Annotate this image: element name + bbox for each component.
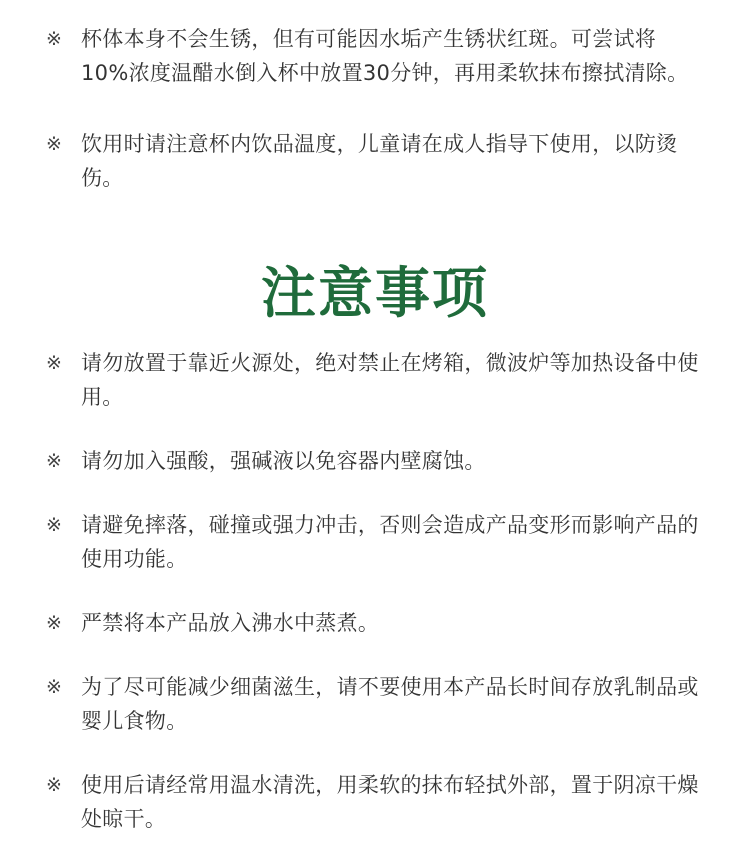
note-text: 杯体本身不会生锈，但有可能因水垢产生锈状红斑。可尝试将10%浓度温醋水倒入杯中放置30分钟，再用柔软抹布擦拭清除。 — [81, 27, 689, 85]
reference-mark-icon: ※ — [46, 450, 63, 472]
note-text: 饮用时请注意杯内饮品温度，儿童请在成人指导下使用，以防烫伤。 — [81, 132, 678, 190]
reference-mark-icon: ※ — [46, 514, 63, 536]
precaution-item — [0, 346, 750, 414]
precaution-item — [0, 670, 750, 738]
care-note-rust — [0, 22, 750, 90]
precaution-item — [0, 606, 750, 640]
reference-mark-icon: ※ — [46, 774, 63, 796]
precaution-text: 严禁将本产品放入沸水中蒸煮。 — [81, 611, 380, 635]
section-title: 注意事项 — [260, 261, 489, 325]
precaution-text: 使用后请经常用温水清洗，用柔软的抹布轻拭外部，置于阴凉干燥处晾干。 — [81, 773, 699, 831]
care-notes — [0, 22, 750, 232]
precaution-text: 请避免摔落，碰撞或强力冲击，否则会造成产品变形而影响产品的使用功能。 — [81, 513, 699, 571]
precaution-item — [0, 444, 750, 478]
precautions-list — [0, 346, 750, 866]
reference-mark-icon: ※ — [46, 352, 63, 374]
reference-mark-icon: ※ — [46, 676, 63, 698]
reference-mark-icon: ※ — [46, 612, 63, 634]
precaution-item — [0, 508, 750, 576]
reference-mark-icon: ※ — [46, 28, 63, 50]
precaution-text: 为了尽可能减少细菌滋生，请不要使用本产品长时间存放乳制品或婴儿食物。 — [81, 675, 699, 733]
precaution-item — [0, 768, 750, 836]
care-note-temperature — [0, 127, 750, 195]
precaution-text: 请勿放置于靠近火源处，绝对禁止在烤箱，微波炉等加热设备中使用。 — [81, 351, 699, 409]
precaution-text: 请勿加入强酸，强碱液以免容器内壁腐蚀。 — [81, 449, 486, 473]
reference-mark-icon: ※ — [46, 133, 63, 155]
